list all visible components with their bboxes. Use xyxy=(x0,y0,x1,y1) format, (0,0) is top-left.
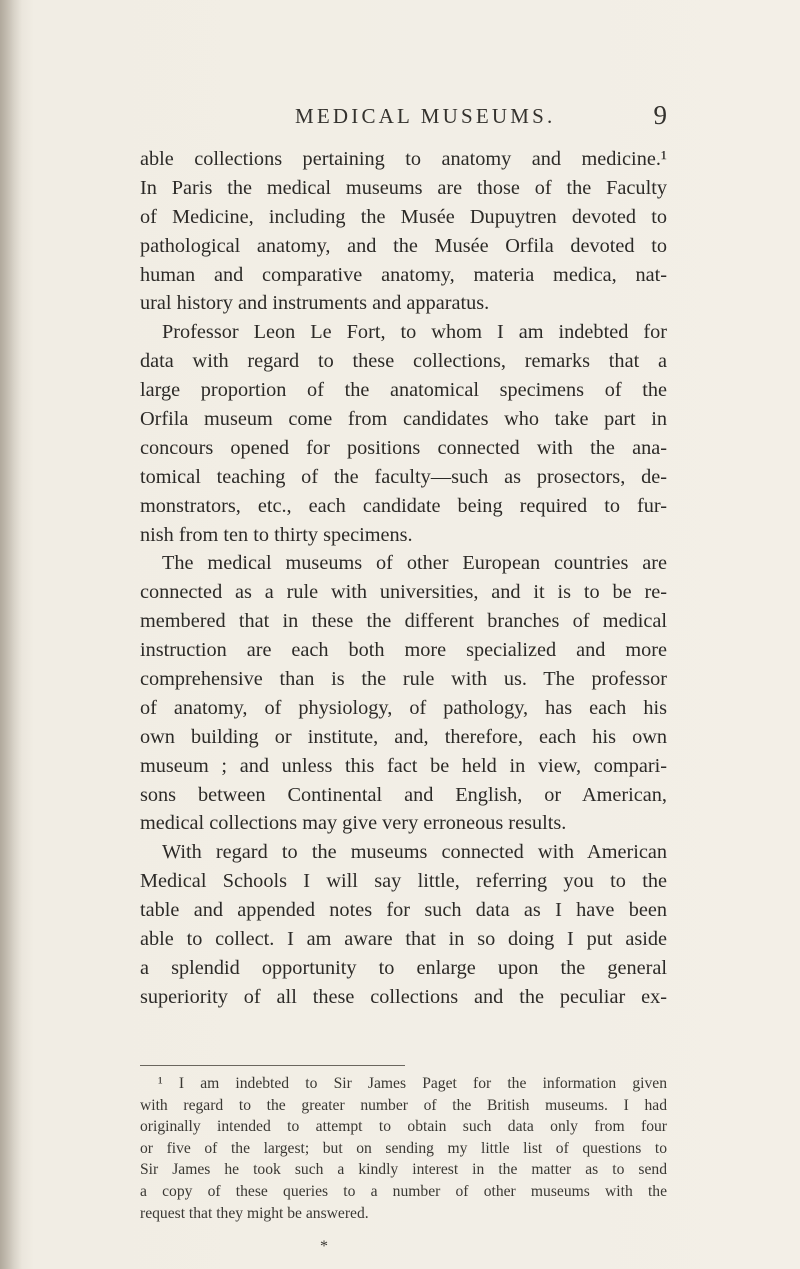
running-title: MEDICAL MUSEUMS. xyxy=(295,104,556,128)
body-line: Medical Schools I will say little, referring you to the xyxy=(140,870,667,893)
body-line: sons between Continental and English, or American, xyxy=(140,783,667,806)
footnote-line: request that they might be answered. xyxy=(140,1204,369,1222)
body-line: a splendid opportunity to enlarge upon the general xyxy=(140,956,667,979)
body-line: table and appended notes for such data as I have been xyxy=(140,899,667,922)
body-line: tomical teaching of the faculty—such as prosectors, de- xyxy=(140,465,667,488)
body-line: own building or institute, and, therefore, each his own xyxy=(140,725,667,748)
body-line: The medical museums of other European countries are xyxy=(162,552,667,575)
footnote-line: originally intended to attempt to obtain such data only from four xyxy=(140,1118,667,1136)
body-line: able collections pertaining to anatomy and medicine.¹ xyxy=(140,148,667,170)
footnote-line: ¹ I am indebted to Sir James Paget for the information given xyxy=(158,1075,667,1092)
body-text xyxy=(140,145,667,1012)
body-line: instruction are each both more specialized and more xyxy=(140,639,667,662)
footnote-line: with regard to the greater number of the British museums. I had xyxy=(140,1096,667,1114)
footnote-rule xyxy=(140,1065,405,1066)
body-line: Orfila museum come from candidates who take part in xyxy=(140,408,667,431)
body-line: concours opened for positions connected with the ana- xyxy=(140,436,667,459)
signature-mark: * xyxy=(320,1238,328,1255)
body-line: With regard to the museums connected with American xyxy=(162,841,667,864)
footnote-line: a copy of these queries to a number of other museums with the xyxy=(140,1182,667,1200)
body-line: nish from ten to thirty specimens. xyxy=(140,523,413,546)
body-line: pathological anatomy, and the Musée Orfila devoted to xyxy=(140,234,667,257)
body-line: museum ; and unless this fact be held in view, compari- xyxy=(140,754,667,777)
body-line: human and comparative anatomy, materia medica, nat- xyxy=(140,263,667,286)
body-line: large proportion of the anatomical specimens of the xyxy=(140,379,667,402)
body-line: of Medicine, including the Musée Dupuytren devoted to xyxy=(140,205,667,228)
body-line: monstrators, etc., each candidate being required to fur- xyxy=(140,494,667,517)
footnote-line: or five of the largest; but on sending my little list of questions to xyxy=(140,1139,667,1157)
body-line: of anatomy, of physiology, of pathology, has each his xyxy=(140,696,667,719)
body-line: data with regard to these collections, remarks that a xyxy=(140,350,667,373)
body-line: Professor Leon Le Fort, to whom I am indebted for xyxy=(162,321,667,344)
page-number: 9 xyxy=(653,100,667,130)
body-line: superiority of all these collections and the peculiar ex- xyxy=(140,985,667,1008)
binding-gutter-shadow xyxy=(0,0,22,1269)
running-head xyxy=(140,100,667,134)
footnotes xyxy=(140,1073,667,1224)
body-line: connected as a rule with universities, and it is to be re- xyxy=(140,581,667,604)
body-line: medical collections may give very erroneous results. xyxy=(140,812,567,835)
body-line: comprehensive than is the rule with us. The professor xyxy=(140,668,667,691)
body-line: membered that in these the different branches of medical xyxy=(140,610,667,633)
body-line: able to collect. I am aware that in so doing I put aside xyxy=(140,928,667,951)
body-line: In Paris the medical museums are those of the Faculty xyxy=(140,176,667,199)
footnote-line: Sir James he took such a kindly interest in the matter as to send xyxy=(140,1161,667,1179)
body-line: ural history and instruments and apparatus. xyxy=(140,292,490,315)
